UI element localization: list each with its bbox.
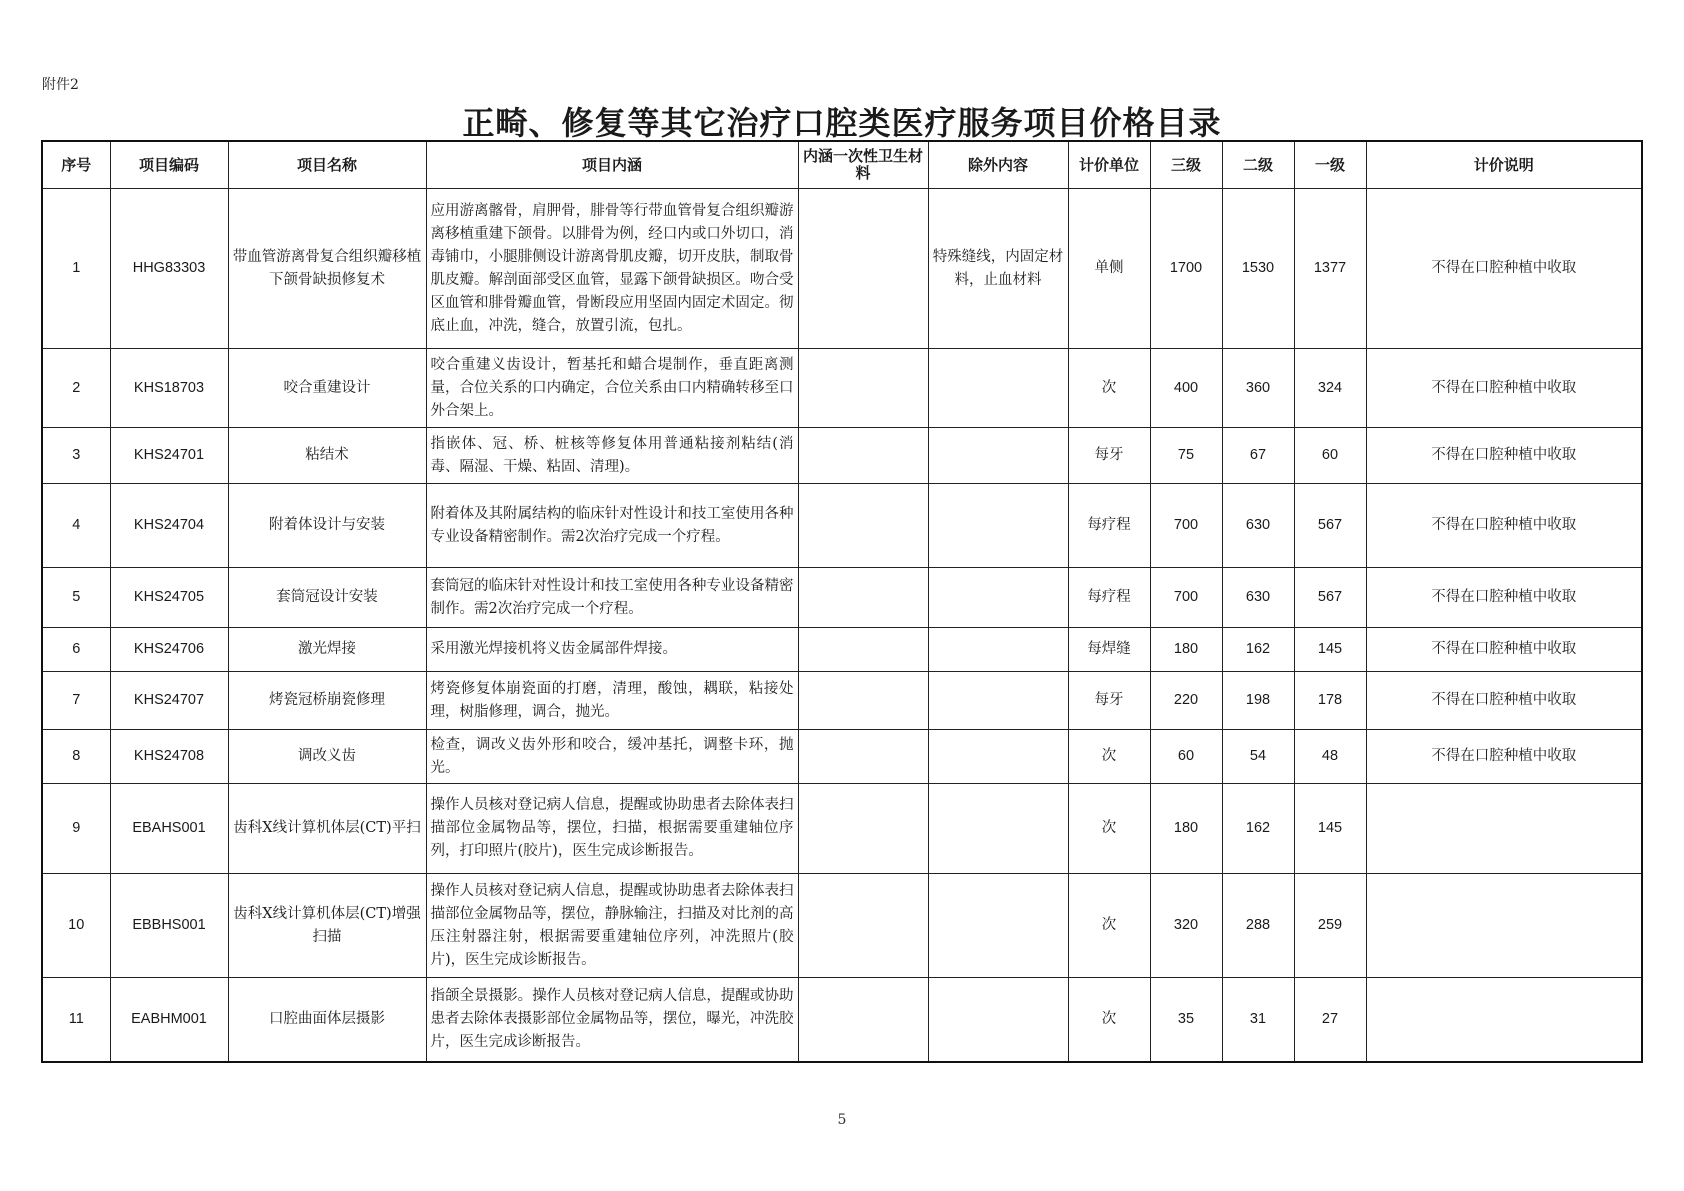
cell-name: 套筒冠设计安装 <box>228 568 426 628</box>
cell-level2: 630 <box>1222 568 1294 628</box>
attachment-label: 附件2 <box>42 77 79 93</box>
cell-code: HHG83303 <box>110 189 228 349</box>
cell-excluded <box>928 349 1068 428</box>
cell-level2: 630 <box>1222 484 1294 568</box>
cell-code: KHS24708 <box>110 730 228 784</box>
cell-level1: 1377 <box>1294 189 1366 349</box>
table-row <box>42 568 1642 628</box>
cell-code: KHS18703 <box>110 349 228 428</box>
cell-excluded <box>928 730 1068 784</box>
cell-seq: 10 <box>42 874 110 978</box>
cell-excluded <box>928 484 1068 568</box>
cell-content: 套筒冠的临床针对性设计和技工室使用各种专业设备精密制作。需2次治疗完成一个疗程。 <box>426 568 798 628</box>
cell-level2: 67 <box>1222 428 1294 484</box>
cell-code: KHS24706 <box>110 628 228 672</box>
header-level1: 一级 <box>1294 141 1366 189</box>
price-table <box>41 140 1643 1063</box>
document-title: 正畸、修复等其它治疗口腔类医疗服务项目价格目录 <box>462 104 1222 142</box>
cell-code: KHS24707 <box>110 672 228 730</box>
cell-unit: 次 <box>1068 978 1150 1062</box>
cell-unit: 每牙 <box>1068 672 1150 730</box>
table-header <box>42 141 1642 189</box>
cell-note <box>1366 874 1642 978</box>
header-code: 项目编码 <box>110 141 228 189</box>
table-row <box>42 978 1642 1062</box>
table-row <box>42 189 1642 349</box>
cell-excluded <box>928 628 1068 672</box>
cell-excluded <box>928 568 1068 628</box>
cell-content: 咬合重建义齿设计，暂基托和蜡合堤制作，垂直距离测量，合位关系的口内确定，合位关系由口内精确转移至口外合架上。 <box>426 349 798 428</box>
cell-note: 不得在口腔种植中收取 <box>1366 189 1642 349</box>
table-row <box>42 730 1642 784</box>
cell-level1: 178 <box>1294 672 1366 730</box>
cell-note: 不得在口腔种植中收取 <box>1366 672 1642 730</box>
cell-level3: 700 <box>1150 568 1222 628</box>
cell-content: 应用游离髂骨，肩胛骨，腓骨等行带血管骨复合组织瓣游离移植重建下颌骨。以腓骨为例，经口内或口外切口，消毒铺巾，小腿腓侧设计游离骨肌皮瓣，切开皮肤，制取骨肌皮瓣。解剖面部受区血管，显露下颌骨缺损区。吻合受区血管和腓骨瓣血管，骨断段应用坚固内固定术固定。彻底止血，冲洗，缝合，放置引流，包扎。 <box>426 189 798 349</box>
cell-level2: 162 <box>1222 628 1294 672</box>
cell-seq: 8 <box>42 730 110 784</box>
cell-level3: 180 <box>1150 784 1222 874</box>
cell-disposable <box>798 484 928 568</box>
cell-level3: 60 <box>1150 730 1222 784</box>
table-row <box>42 428 1642 484</box>
header-note: 计价说明 <box>1366 141 1642 189</box>
cell-level1: 567 <box>1294 568 1366 628</box>
table-row <box>42 784 1642 874</box>
table-row <box>42 484 1642 568</box>
cell-level1: 48 <box>1294 730 1366 784</box>
cell-excluded <box>928 978 1068 1062</box>
cell-level2: 31 <box>1222 978 1294 1062</box>
cell-disposable <box>798 672 928 730</box>
header-unit: 计价单位 <box>1068 141 1150 189</box>
cell-name: 咬合重建设计 <box>228 349 426 428</box>
cell-level1: 324 <box>1294 349 1366 428</box>
cell-note <box>1366 784 1642 874</box>
cell-content: 检查，调改义齿外形和咬合，缓冲基托，调整卡环，抛光。 <box>426 730 798 784</box>
cell-unit: 次 <box>1068 349 1150 428</box>
cell-level2: 1530 <box>1222 189 1294 349</box>
cell-disposable <box>798 628 928 672</box>
cell-disposable <box>798 874 928 978</box>
cell-excluded <box>928 784 1068 874</box>
cell-name: 烤瓷冠桥崩瓷修理 <box>228 672 426 730</box>
cell-unit: 次 <box>1068 784 1150 874</box>
cell-note: 不得在口腔种植中收取 <box>1366 568 1642 628</box>
cell-excluded <box>928 672 1068 730</box>
cell-disposable <box>798 189 928 349</box>
cell-excluded: 特殊缝线，内固定材料，止血材料 <box>928 189 1068 349</box>
cell-code: EBBHS001 <box>110 874 228 978</box>
cell-disposable <box>798 730 928 784</box>
header-content: 项目内涵 <box>426 141 798 189</box>
cell-code: KHS24704 <box>110 484 228 568</box>
cell-code: EBAHS001 <box>110 784 228 874</box>
cell-unit: 每疗程 <box>1068 568 1150 628</box>
cell-unit: 单侧 <box>1068 189 1150 349</box>
cell-name: 齿科X线计算机体层(CT)增强扫描 <box>228 874 426 978</box>
table-row <box>42 349 1642 428</box>
cell-level3: 700 <box>1150 484 1222 568</box>
cell-level2: 162 <box>1222 784 1294 874</box>
cell-excluded <box>928 874 1068 978</box>
cell-seq: 5 <box>42 568 110 628</box>
cell-level3: 400 <box>1150 349 1222 428</box>
cell-seq: 3 <box>42 428 110 484</box>
cell-level2: 288 <box>1222 874 1294 978</box>
cell-name: 激光焊接 <box>228 628 426 672</box>
cell-excluded <box>928 428 1068 484</box>
cell-content: 附着体及其附属结构的临床针对性设计和技工室使用各种专业设备精密制作。需2次治疗完成一个疗程。 <box>426 484 798 568</box>
cell-note: 不得在口腔种植中收取 <box>1366 628 1642 672</box>
cell-note <box>1366 978 1642 1062</box>
header-level3: 三级 <box>1150 141 1222 189</box>
header-disposable: 内涵一次性卫生材料 <box>798 141 928 189</box>
cell-disposable <box>798 568 928 628</box>
cell-content: 采用激光焊接机将义齿金属部件焊接。 <box>426 628 798 672</box>
cell-content: 操作人员核对登记病人信息，提醒或协助患者去除体表扫描部位金属物品等，摆位，静脉输注，扫描及对比剂的高压注射器注射，根据需要重建轴位序列，冲洗照片(胶片)，医生完成诊断报告。 <box>426 874 798 978</box>
cell-code: EABHM001 <box>110 978 228 1062</box>
cell-level1: 567 <box>1294 484 1366 568</box>
cell-level1: 60 <box>1294 428 1366 484</box>
cell-name: 粘结术 <box>228 428 426 484</box>
cell-level3: 320 <box>1150 874 1222 978</box>
cell-name: 带血管游离骨复合组织瓣移植下颌骨缺损修复术 <box>228 189 426 349</box>
cell-level3: 180 <box>1150 628 1222 672</box>
cell-level2: 54 <box>1222 730 1294 784</box>
cell-code: KHS24705 <box>110 568 228 628</box>
cell-level1: 259 <box>1294 874 1366 978</box>
cell-seq: 2 <box>42 349 110 428</box>
cell-disposable <box>798 978 928 1062</box>
page-number: 5 <box>837 1112 847 1128</box>
cell-seq: 7 <box>42 672 110 730</box>
cell-content: 指嵌体、冠、桥、桩核等修复体用普通粘接剂粘结(消毒、隔湿、干燥、粘固、清理)。 <box>426 428 798 484</box>
cell-level3: 1700 <box>1150 189 1222 349</box>
cell-level3: 75 <box>1150 428 1222 484</box>
cell-unit: 次 <box>1068 730 1150 784</box>
cell-disposable <box>798 784 928 874</box>
cell-level1: 145 <box>1294 784 1366 874</box>
header-name: 项目名称 <box>228 141 426 189</box>
cell-level1: 145 <box>1294 628 1366 672</box>
cell-disposable <box>798 428 928 484</box>
cell-level1: 27 <box>1294 978 1366 1062</box>
cell-content: 操作人员核对登记病人信息，提醒或协助患者去除体表扫描部位金属物品等，摆位，扫描，根据需要重建轴位序列，打印照片(胶片)，医生完成诊断报告。 <box>426 784 798 874</box>
cell-name: 调改义齿 <box>228 730 426 784</box>
cell-name: 齿科X线计算机体层(CT)平扫 <box>228 784 426 874</box>
cell-note: 不得在口腔种植中收取 <box>1366 484 1642 568</box>
cell-seq: 4 <box>42 484 110 568</box>
cell-note: 不得在口腔种植中收取 <box>1366 428 1642 484</box>
cell-disposable <box>798 349 928 428</box>
cell-unit: 次 <box>1068 874 1150 978</box>
cell-unit: 每疗程 <box>1068 484 1150 568</box>
header-excluded: 除外内容 <box>928 141 1068 189</box>
cell-level3: 35 <box>1150 978 1222 1062</box>
cell-level3: 220 <box>1150 672 1222 730</box>
cell-seq: 6 <box>42 628 110 672</box>
header-level2: 二级 <box>1222 141 1294 189</box>
table-row <box>42 672 1642 730</box>
cell-seq: 11 <box>42 978 110 1062</box>
cell-content: 指颌全景摄影。操作人员核对登记病人信息，提醒或协助患者去除体表摄影部位金属物品等，摆位，曝光，冲洗胶片，医生完成诊断报告。 <box>426 978 798 1062</box>
cell-seq: 1 <box>42 189 110 349</box>
cell-unit: 每焊缝 <box>1068 628 1150 672</box>
cell-name: 口腔曲面体层摄影 <box>228 978 426 1062</box>
cell-level2: 198 <box>1222 672 1294 730</box>
cell-unit: 每牙 <box>1068 428 1150 484</box>
cell-note: 不得在口腔种植中收取 <box>1366 349 1642 428</box>
cell-note: 不得在口腔种植中收取 <box>1366 730 1642 784</box>
header-seq: 序号 <box>42 141 110 189</box>
table-row <box>42 874 1642 978</box>
cell-name: 附着体设计与安装 <box>228 484 426 568</box>
table-row <box>42 628 1642 672</box>
cell-content: 烤瓷修复体崩瓷面的打磨，清理，酸蚀，耦联，粘接处理，树脂修理，调合，抛光。 <box>426 672 798 730</box>
cell-seq: 9 <box>42 784 110 874</box>
cell-code: KHS24701 <box>110 428 228 484</box>
table-body <box>42 189 1642 1062</box>
cell-level2: 360 <box>1222 349 1294 428</box>
